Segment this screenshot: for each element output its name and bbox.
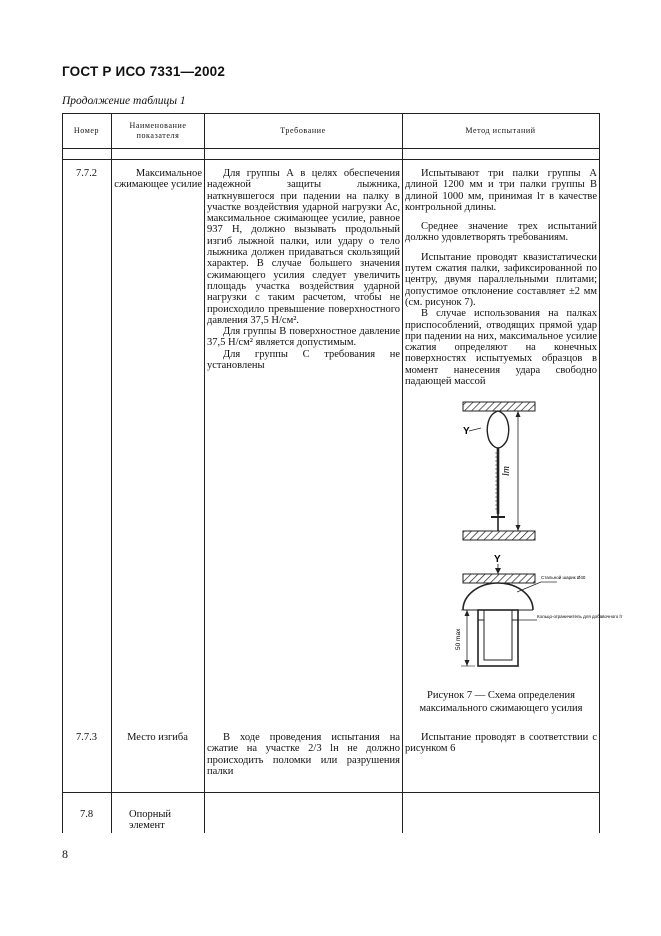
requirement-text bbox=[207, 168, 400, 371]
steel-ball bbox=[463, 583, 533, 610]
detail-top-plate bbox=[463, 574, 535, 583]
method-text bbox=[405, 732, 597, 755]
requirement-paragraph: В ходе проведения испытания на сжатие на участке 2/3 lн не должно происходить поломки или разрушения палки bbox=[207, 732, 400, 777]
method-paragraph: В случае использования на палках приспособлений, отводящих прямой удар при падении на них, максимальное усилие сжатия определяют на конечных поверхностях испытуемых образцов в момент нанесения удара свободно падающей массой bbox=[405, 308, 597, 388]
column-header-number: Номер bbox=[73, 126, 100, 135]
top-plate bbox=[463, 402, 535, 411]
callout-device: Кольцо-ограничитель для добавочного lт bbox=[537, 614, 623, 619]
row-number: 7.8 bbox=[80, 809, 94, 820]
header-bottom-border bbox=[62, 148, 599, 149]
row-number: 7.7.2 bbox=[76, 168, 97, 179]
row-name: Место изгиба bbox=[127, 732, 188, 743]
figure-caption: Рисунок 7 — Схема определения максимального сжимающего усилия bbox=[419, 690, 583, 714]
row-border bbox=[62, 792, 599, 793]
row-name: Максимальное сжимающее усилие bbox=[114, 168, 202, 191]
dimension-label: 50 max bbox=[455, 628, 462, 650]
method-paragraph: Испытание проводят квазистатически путем сжатия палки, зафиксированной по центру, двумя параллельными плитами; допустимое отклонение составляет ±2 мм (см. рисунок 7). bbox=[405, 251, 597, 308]
length-label: lт bbox=[501, 466, 512, 476]
column-numbering-border bbox=[62, 159, 599, 160]
table-continuation-label: Продолжение таблицы 1 bbox=[62, 95, 186, 107]
row-name: Опорный элемент bbox=[129, 809, 171, 832]
column-divider bbox=[204, 113, 205, 833]
grip bbox=[487, 411, 508, 448]
method-text bbox=[405, 168, 597, 387]
requirement-paragraph: Для группы С требования не установлены bbox=[207, 348, 400, 372]
requirement-text bbox=[207, 732, 400, 777]
column-divider bbox=[599, 113, 600, 833]
requirement-paragraph: Для группы В поверхностное давление 37,5 Н/см² является допустимым. bbox=[207, 326, 400, 349]
callout-steel-ball: Стальной шарик Ø40 bbox=[541, 575, 586, 580]
column-divider bbox=[62, 113, 63, 833]
detail-label-y: Y bbox=[494, 554, 501, 565]
row-number: 7.7.3 bbox=[76, 732, 97, 743]
column-header-name: Наименование показателя bbox=[129, 121, 187, 140]
column-divider bbox=[402, 113, 403, 833]
standard-title: ГОСТ Р ИСО 7331—2002 bbox=[62, 64, 226, 79]
figure-7-diagram bbox=[405, 392, 623, 682]
method-paragraph: Среднее значение трех испытаний должно удовлетворять требованиям. bbox=[405, 221, 597, 244]
page-number: 8 bbox=[62, 847, 68, 861]
requirement-paragraph: Для группы А в целях обеспечения надежной защиты лыжника, наткнувшегося при падении на палку в участке воздействия ударной нагрузки Aс, максимальное сжимающее усилие, равное 937 Н, должно вызывать продольный изгиб лыжной палки, или удару о тело лыжника должен придаваться скользящий характер. В случае большего значения сжимающего усилия следует увеличить площадь участка воздействия ударной нагрузки с таким расчетом, чтобы не происходило превышение поверхностного давления 37,5 Н/см². bbox=[207, 168, 400, 326]
column-divider bbox=[111, 113, 112, 833]
table-top-border bbox=[62, 113, 599, 114]
method-paragraph: Испытывают три палки группы А длиной 1200 мм и три палки группы В длиной 1000 мм, принимая lт в качестве контрольной длины. bbox=[405, 168, 597, 213]
axis-label-y: Y bbox=[463, 426, 470, 437]
column-header-requirement: Требование bbox=[280, 126, 326, 135]
bottom-plate bbox=[463, 531, 535, 540]
method-paragraph: Испытание проводят в соответствии с рисунком 6 bbox=[405, 732, 597, 755]
column-header-method: Метод испытаний bbox=[465, 126, 536, 135]
